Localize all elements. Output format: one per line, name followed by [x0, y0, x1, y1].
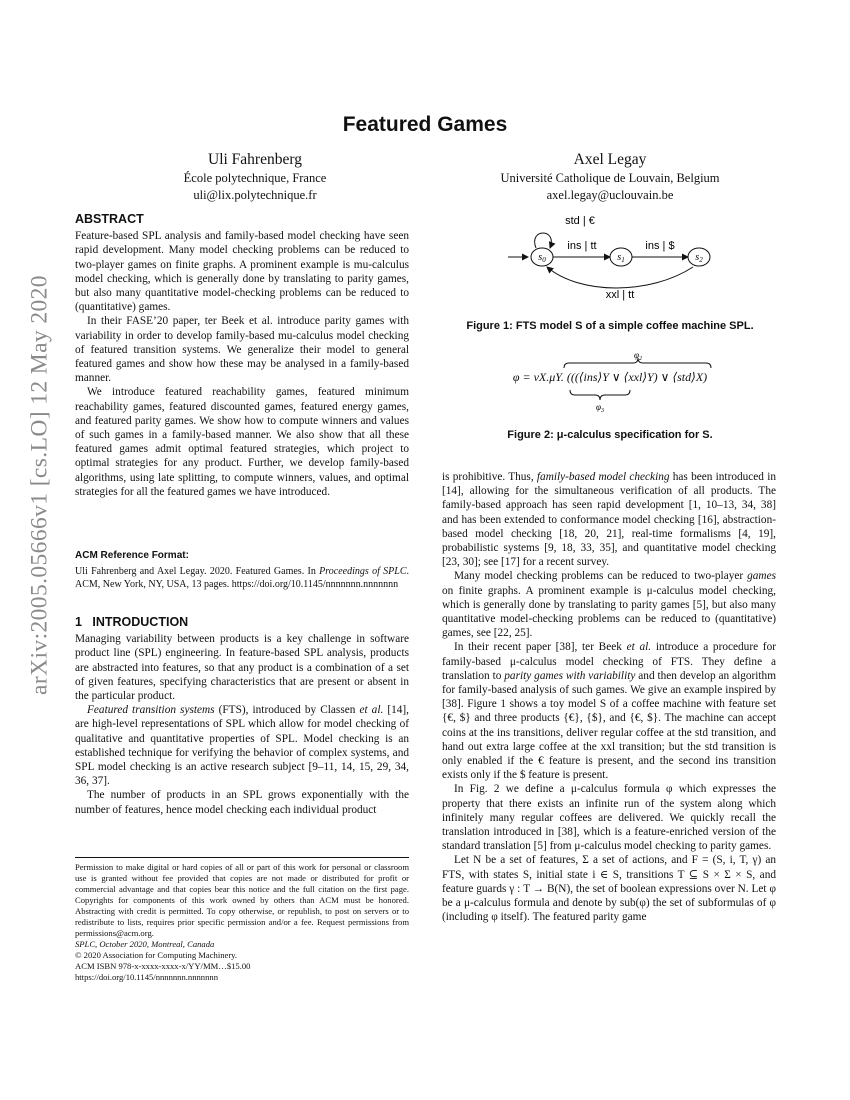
- intro-paragraph: Featured transition systems (FTS), introduced by Classen et al. [14], are high-level representations of SPL which allow for model checking of qualitative and quantitative properties of SPL. Model checking is an established technique for verifying the behavior of complex systems, and SPL model checking is an active research subject [9–11, 14, 15, 29, 34, 36, 37].: [75, 704, 409, 788]
- permission-text: Permission to make digital or hard copies of all or part of this work for personal or classroom use is granted without fee provided that copies are not made or distributed for profit or commercial advantage and that copies bear this notice and the full citation on the first page. Copyrights for components of this work owned by others than ACM must be honored. Abstracting with credit is permitted. To copy otherwise, or republish, to post on servers or to redistribute to lists, requires prior specific permission and/or a fee. Request permissions from permissions@acm.org.: [75, 862, 409, 938]
- doi-line: https://doi.org/10.1145/nnnnnnn.nnnnnnn: [75, 972, 218, 982]
- edge-label-s0-s1: ins | tt: [567, 240, 597, 252]
- introduction-section: [75, 615, 409, 817]
- state-label: $s_0$: [538, 252, 546, 264]
- overbrace-label: $\varphi_2$: [634, 350, 642, 362]
- state-label: $s_2$: [695, 252, 703, 264]
- permission-footnote: [75, 857, 409, 983]
- underbrace: [570, 390, 630, 400]
- figure-2-formula: [440, 350, 780, 410]
- author-name: Axel Legay: [573, 151, 647, 168]
- right-column-text: [442, 470, 776, 925]
- abstract-paragraph: Feature-based SPL analysis and family-based model checking have seen rapid development. Many model checking problems can be reduced to two-player games on finite graphs. A prominent example is mu-calculus model checking, which is generally done by translating to parity games, but also many quantitative model-checking problems can be reduced to (quantitative) games.: [75, 230, 409, 314]
- acm-reference-text: Uli Fahrenberg and Axel Legay. 2020. Featured Games. In Proceedings of SPLC. ACM, New York, NY, USA, 13 pages. https://doi.org/10.1145/nnnnnnn.nnnnnnn: [75, 566, 410, 591]
- edge-label-s2-s0: xxl | tt: [605, 289, 635, 301]
- figure-1-caption: Figure 1: FTS model S of a simple coffee machine SPL.: [466, 320, 754, 332]
- body-paragraph: In Fig. 2 we define a μ-calculus formula φ which expresses the property that there exists an infinite run of the system along which infinitely many regular coffees are delivered. We quickly recall the translation introduced in [38], which is a feature-enriched version of the standard translation [5] from μ-calculus model checking to parity games.: [442, 783, 776, 853]
- arxiv-stamp-text: arXiv:2005.05666v1 [cs.LO] 12 May 2020: [26, 275, 53, 695]
- abstract-section: [75, 212, 409, 499]
- edge-s2-s0: [547, 267, 693, 288]
- section-heading-introduction: 1 INTRODUCTION: [75, 615, 189, 629]
- author-block-2: [455, 150, 765, 204]
- acm-reference-heading: ACM Reference Format:: [75, 550, 189, 561]
- author-affiliation: Université Catholique de Louvain, Belgium: [500, 171, 720, 185]
- edge-label-self-loop: std | €: [565, 215, 595, 227]
- body-paragraph: Let N be a set of features, Σ a set of actions, and F = (S, i, T, γ) an FTS, with states S, initial state i ∈ S, transitions T ⊆ S × Σ × S, and feature guards γ : T → B(N), the set of boolean expressions over N. Let φ be a μ-calculus formula and denote by sub(φ) the set of subformulas of φ (including φ itself). The featured parity game: [442, 854, 776, 924]
- figure-1-fts-diagram: [500, 210, 730, 305]
- edge-label-s1-s2: ins | $: [645, 240, 675, 252]
- abstract-heading: ABSTRACT: [75, 212, 144, 226]
- state-label: $s_1$: [617, 252, 625, 264]
- formula-text: φ = νX.μY. (((⟨ins⟩Y ∨ ⟨xxl⟩Y) ∨ ⟨std⟩X): [512, 370, 708, 384]
- conference-line: SPLC, October 2020, Montreal, Canada: [75, 939, 215, 949]
- intro-paragraph: Managing variability between products is a key challenge in software product line (SPL) engineering. In feature-based SPL analysis, products are abstracted into features, so that any product is a combination of a set of given features, specifying characteristics that are present or absent in the particular product.: [75, 633, 409, 703]
- body-paragraph: is prohibitive. Thus, family-based model checking has been introduced in [14], allowing for the simultaneous verification of all products. The family-based approach has seen rapid development [1, 10–13, 34, 38] and has been extended to conformance model checking [16], abstraction-based model checking [18, 20, 21], real-time formalisms [4, 19], probabilistic systems [9, 18, 33, 35], and quantitative model checking [23, 30]; see [17] for a recent survey.: [442, 471, 776, 569]
- author-block-1: [130, 150, 380, 204]
- author-email: axel.legay@uclouvain.be: [546, 188, 674, 202]
- figure-2-caption: Figure 2: μ-calculus specification for S.: [507, 429, 713, 441]
- acm-reference: [75, 549, 409, 591]
- paper-title: Featured Games: [342, 113, 508, 136]
- body-paragraph: In their recent paper [38], ter Beek et al. introduce a procedure for family-based μ-calculus model checking of FTS. They define a translation to parity games with variability and then develop an algorithm for family-based analysis of such games. We give an example inspired by [38]. Figure 1 shows a toy model S of a coffee machine with feature set {€, $} and three products {€}, {$}, and {€, $}. The machine can accept coins at the ins transitions, deliver regular coffee at the std transition, and hand out extra large coffee at the xxl transition; but the std transition is only enabled if the € feature is present, and the second ins transition exists only if the $ feature is present.: [442, 641, 776, 782]
- author-name: Uli Fahrenberg: [208, 151, 302, 168]
- author-affiliation: École polytechnique, France: [183, 171, 327, 185]
- arxiv-stamp: [10, 250, 70, 720]
- intro-paragraph: The number of products in an SPL grows exponentially with the number of features, hence model checking each individual product: [75, 789, 409, 816]
- author-email: uli@lix.polytechnique.fr: [193, 188, 317, 202]
- body-paragraph: Many model checking problems can be reduced to two-player games on finite graphs. A prominent example is μ-calculus model checking, which is generally done by translating to parity games [5], but also many quantitative model-checking problems can be reduced to (quantitative) games, see [22, 25].: [442, 570, 776, 640]
- underbrace-label: $\varphi_3$: [596, 402, 604, 412]
- copyright-line: © 2020 Association for Computing Machinery.: [75, 950, 238, 960]
- self-loop-edge: [535, 233, 552, 248]
- isbn-line: ACM ISBN 978-x-xxxx-xxxx-x/YY/MM…$15.00: [75, 961, 251, 971]
- abstract-paragraph: In their FASE’20 paper, ter Beek et al. introduce parity games with variability in order to develop family-based mu-calculus model checking of featured transition systems. We generalize their model to general featured games and show how these may be analysed in a family-based manner.: [75, 315, 409, 385]
- abstract-paragraph: We introduce featured reachability games, featured minimum reachability games, featured discounted games, featured energy games, and featured parity games. We show how to compute winners and values of such games in a family-based manner. We also show that all these featured games admit optimal featured strategies, which project to optimal strategies for any product. Further, we develop family-based algorithms, using late splitting, to compute winners, values, and optimal strategies for all the featured games we have introduced.: [75, 386, 409, 498]
